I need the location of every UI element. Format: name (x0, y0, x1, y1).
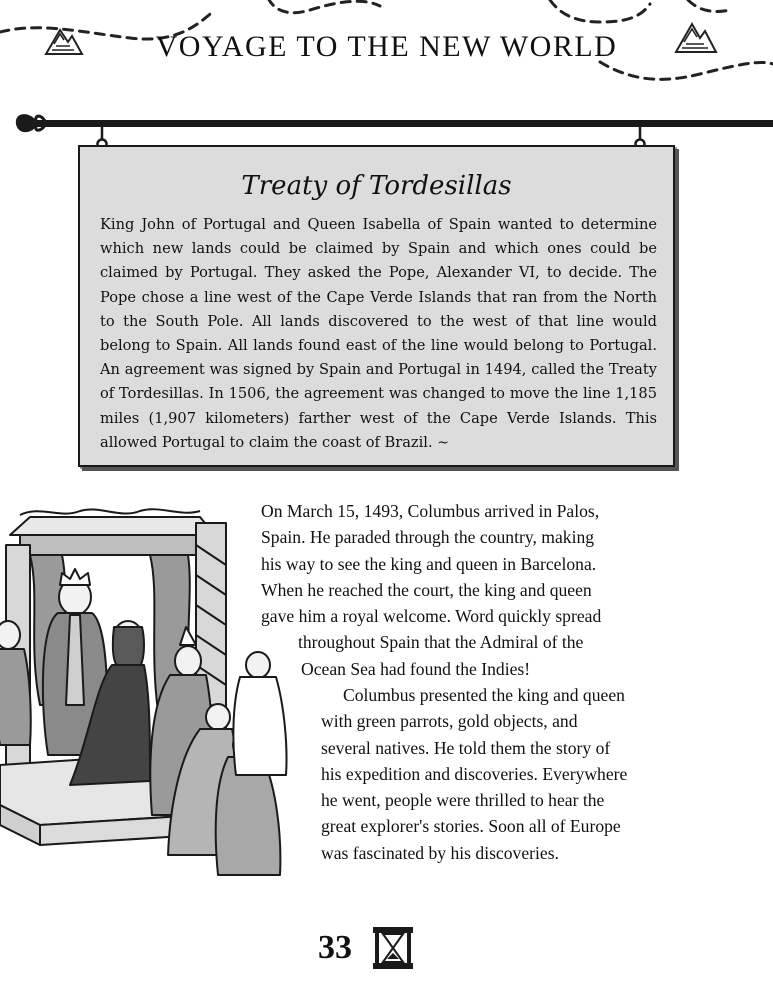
story-line: Ocean Sea had found the Indies! (301, 658, 531, 679)
page-header-title: VOYAGE TO THE NEW WORLD (155, 30, 618, 63)
story-line: gave him a royal welcome. Word quickly spread (261, 606, 602, 627)
story-line: several natives. He told them the story of (321, 737, 611, 758)
story-line: Columbus presented the king and queen (343, 685, 625, 705)
sidebar-body (100, 213, 657, 455)
story-line: Spain. He paraded through the country, making (261, 527, 595, 548)
story-paragraph-2 (321, 682, 627, 866)
sidebar-title: Treaty of Tordesillas (241, 171, 512, 201)
page-number: 33 (318, 929, 352, 966)
royal-court-illustration (0, 505, 300, 890)
story-line: his way to see the king and queen in Barcelona. (261, 553, 597, 574)
story-paragraph-1 (261, 498, 601, 682)
story-line: When he reached the court, the king and queen (261, 579, 592, 600)
story-line: with green parrots, gold objects, and (321, 711, 578, 732)
story-line: was fascinated by his discoveries. (321, 842, 559, 863)
story-line: throughout Spain that the Admiral of the (298, 632, 584, 653)
story-line: great explorer's stories. Soon all of Europe (321, 816, 621, 837)
story-line: his expedition and discoveries. Everywhere (321, 763, 628, 784)
hourglass-icon (372, 926, 414, 970)
story-line: On March 15, 1493, Columbus arrived in Palos, (261, 501, 600, 521)
story-line: he went, people were thrilled to hear the (321, 790, 605, 811)
treaty-sidebar-box (78, 145, 675, 467)
sidebar-body-text: King John of Portugal and Queen Isabella of Spain wanted to determine which new lands could be claimed by Spain and which ones could be claimed by Portugal. They asked the Pope, Alexander VI, to decide. The Pope chose a line west of the Cape Verde Islands that ran from the North to the South Pole. All lands discovered to the west of that line would belong to Spain. All lands found east of the line would belong to Portugal. An agreement was signed by Spain and Portugal in 1494, called the Treaty of Tordesillas. In 1506, the agreement was changed to move the line 1,185 miles (1,907 kilometers) farther west of the Cape Verde Islands. This allowed Portugal to claim the coast of Brazil. (100, 216, 657, 451)
end-mark: ~ (437, 434, 449, 451)
